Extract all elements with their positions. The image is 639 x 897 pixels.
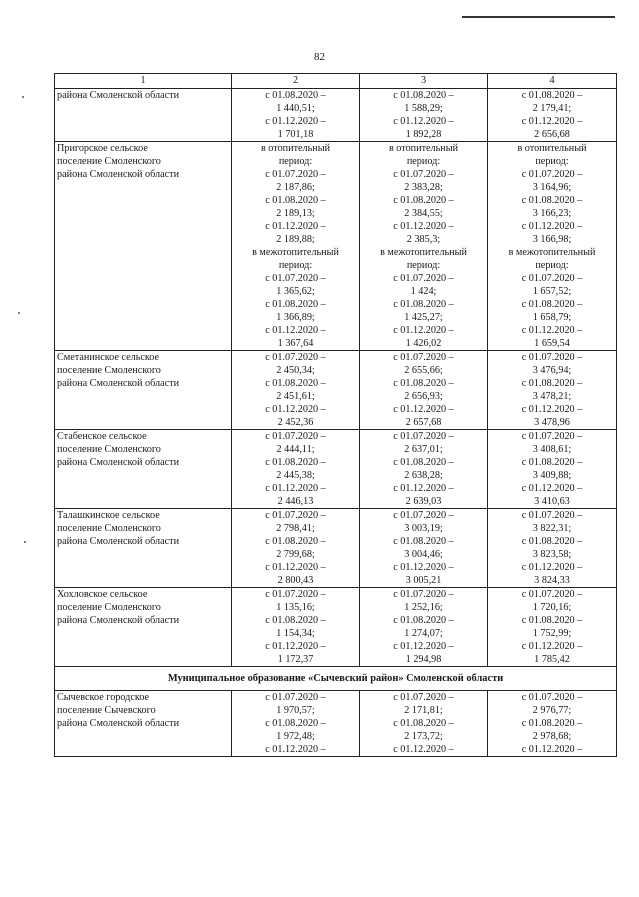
cell-line: Сметанинское сельское <box>57 352 160 363</box>
cell-line: 2 450,34; <box>276 365 315 376</box>
cell-line: с 01.12.2020 – <box>393 221 454 232</box>
cell-line: с 01.12.2020 – <box>521 562 583 573</box>
cell-line: с 01.08.2020 – <box>521 718 583 729</box>
cell-line: 1 785,42 <box>534 654 570 665</box>
cell-line: с 01.08.2020 – <box>393 536 454 547</box>
cell-line: с 01.07.2020 – <box>265 352 326 363</box>
tariff-cell-col3 <box>360 691 488 757</box>
cell-line: с 01.07.2020 – <box>521 273 583 284</box>
cell-line: Сычевское городское <box>57 692 150 703</box>
cell-line: 2 384,55; <box>404 208 443 219</box>
cell-line: 1 440,51; <box>276 103 315 114</box>
cell-line: с 01.08.2020 – <box>393 718 454 729</box>
cell-line: с 01.07.2020 – <box>393 169 454 180</box>
cell-line: с 01.12.2020 – <box>393 116 454 127</box>
cell-line: 3 409,88; <box>532 470 572 481</box>
cell-line: района Смоленской области <box>57 536 180 547</box>
cell-line: 3 478,21; <box>532 391 572 402</box>
cell-line: 2 189,13; <box>276 208 315 219</box>
cell-line: 2 173,72; <box>404 731 443 742</box>
cell-line: с 01.12.2020 – <box>265 116 326 127</box>
tariff-cell-col2 <box>232 142 360 351</box>
tariff-cell-col3 <box>360 89 488 142</box>
cell-line: 3 478,96 <box>534 417 570 428</box>
top-rule <box>462 16 615 18</box>
header-cell-1: 1 <box>55 74 232 89</box>
cell-line: период: <box>406 260 441 271</box>
cell-line: поселение Смоленского <box>57 156 161 167</box>
tariff-cell-col3 <box>360 351 488 430</box>
cell-line: с 01.08.2020 – <box>521 457 583 468</box>
cell-line: 3 410,63 <box>534 496 570 507</box>
cell-line: 3 005,21 <box>405 575 442 586</box>
municipality-name-cell <box>55 351 232 430</box>
cell-line: 2 187,86; <box>276 182 315 193</box>
cell-line: в отопительный <box>517 143 587 154</box>
cell-line: с 01.07.2020 – <box>393 273 454 284</box>
cell-line: с 01.07.2020 – <box>521 510 583 521</box>
cell-line: района Смоленской области <box>57 457 180 468</box>
cell-line: в отопительный <box>260 143 331 154</box>
cell-line: 1 424; <box>410 286 437 297</box>
cell-line: с 01.08.2020 – <box>521 90 583 101</box>
cell-line: Хохловское сельское <box>57 589 148 600</box>
tariff-cell-col3 <box>360 142 488 351</box>
tariff-cell-col3 <box>360 509 488 588</box>
cell-line: с 01.12.2020 – <box>521 404 583 415</box>
cell-line: в межотопительный <box>380 247 467 258</box>
cell-line: с 01.12.2020 – <box>393 483 454 494</box>
cell-line: Стабенское сельское <box>57 431 147 442</box>
cell-line: с 01.07.2020 – <box>521 431 583 442</box>
cell-line: с 01.07.2020 – <box>393 352 454 363</box>
tariff-cell-col4 <box>488 89 617 142</box>
cell-line: с 01.08.2020 – <box>521 378 583 389</box>
cell-line: с 01.07.2020 – <box>265 273 326 284</box>
cell-line: района Смоленской области <box>57 615 180 626</box>
cell-line: с 01.08.2020 – <box>265 536 326 547</box>
cell-line: с 01.07.2020 – <box>521 352 583 363</box>
cell-line: в отопительный <box>388 143 459 154</box>
cell-line: период: <box>278 156 313 167</box>
scan-speck <box>24 541 26 543</box>
municipality-name-cell <box>55 691 232 757</box>
tariff-cell-col4 <box>488 142 617 351</box>
cell-line: 2 800,43 <box>277 575 314 586</box>
page-number: 82 <box>314 51 325 63</box>
cell-line: с 01.07.2020 – <box>393 692 454 703</box>
cell-line: с 01.12.2020 – <box>521 641 583 652</box>
cell-line: поселение Смоленского <box>57 523 161 534</box>
cell-line: с 01.12.2020 – <box>521 221 583 232</box>
cell-line: с 01.08.2020 – <box>521 615 583 626</box>
tariff-cell-col2 <box>232 588 360 667</box>
cell-line: с 01.07.2020 – <box>265 692 326 703</box>
tariff-cell-col3 <box>360 430 488 509</box>
cell-line: с 01.07.2020 – <box>265 169 326 180</box>
cell-line: с 01.07.2020 – <box>521 589 583 600</box>
table-row <box>55 351 617 430</box>
cell-line: 1 752,99; <box>532 628 572 639</box>
cell-line: 3 824,33 <box>534 575 570 586</box>
cell-line: 2 179,41; <box>532 103 572 114</box>
cell-line: с 01.07.2020 – <box>265 510 326 521</box>
cell-line: 2 451,61; <box>276 391 315 402</box>
tariff-cell-col2 <box>232 89 360 142</box>
cell-line: 1 426,02 <box>405 338 442 349</box>
tariff-cell-col2 <box>232 691 360 757</box>
cell-line: 1 135,16; <box>276 602 315 613</box>
tariff-cell-col4 <box>488 430 617 509</box>
cell-line: с 01.12.2020 – <box>265 562 326 573</box>
cell-line: 1 154,34; <box>276 628 315 639</box>
cell-line: 1 365,62; <box>276 286 315 297</box>
table-row <box>55 588 617 667</box>
municipality-name-cell <box>55 89 232 142</box>
cell-line: 1 659,54 <box>534 338 570 349</box>
cell-line: 1 720,16; <box>532 602 572 613</box>
tariff-cell-col4 <box>488 351 617 430</box>
table-row <box>55 89 617 142</box>
cell-line: 2 383,28; <box>404 182 443 193</box>
cell-line: с 01.12.2020 – <box>521 325 583 336</box>
cell-line: поселение Сычевского <box>57 705 156 716</box>
cell-line: Талашкинское сельское <box>57 510 160 521</box>
cell-line: 2 639,03 <box>405 496 442 507</box>
tariff-cell-col2 <box>232 351 360 430</box>
table-row <box>55 509 617 588</box>
cell-line: с 01.12.2020 – <box>393 325 454 336</box>
header-cell-3: 3 <box>360 74 488 89</box>
cell-line: 2 798,41; <box>276 523 315 534</box>
tariff-cell-col4 <box>488 691 617 757</box>
cell-line: с 01.08.2020 – <box>265 615 326 626</box>
scan-speck <box>18 312 20 314</box>
cell-line: с 01.12.2020 – <box>265 483 326 494</box>
cell-line: с 01.12.2020 – <box>521 116 583 127</box>
municipality-name-cell <box>55 588 232 667</box>
cell-line: с 01.08.2020 – <box>393 615 454 626</box>
cell-line: 2 657,68 <box>405 417 442 428</box>
cell-line: с 01.08.2020 – <box>521 536 583 547</box>
tariff-cell-col2 <box>232 509 360 588</box>
scan-speck <box>22 96 24 98</box>
cell-line: с 01.12.2020 – <box>265 641 326 652</box>
cell-line: поселение Смоленского <box>57 444 161 455</box>
cell-line: 2 656,93; <box>404 391 443 402</box>
section-title: Муниципальное образование «Сычевский район» Смоленской области <box>55 667 617 691</box>
cell-line: 3 003,19; <box>404 523 443 534</box>
cell-line: 1 274,07; <box>404 628 443 639</box>
tariff-cell-col2 <box>232 430 360 509</box>
cell-line: с 01.07.2020 – <box>265 589 326 600</box>
municipality-name-cell <box>55 142 232 351</box>
cell-line: 3 166,98; <box>532 234 572 245</box>
cell-line: с 01.08.2020 – <box>393 195 454 206</box>
cell-line: с 01.12.2020 – <box>521 483 583 494</box>
cell-line: с 01.07.2020 – <box>393 431 454 442</box>
cell-line: период: <box>406 156 441 167</box>
cell-line: с 01.08.2020 – <box>393 90 454 101</box>
cell-line: с 01.07.2020 – <box>393 510 454 521</box>
tariff-cell-col4 <box>488 509 617 588</box>
cell-line: 1 972,48; <box>276 731 315 742</box>
cell-line: 1 892,28 <box>405 129 442 140</box>
cell-line: с 01.12.2020 – <box>393 562 454 573</box>
cell-line: период: <box>278 260 313 271</box>
cell-line: района Смоленской области <box>57 169 180 180</box>
cell-line: с 01.08.2020 – <box>521 299 583 310</box>
cell-line: с 01.08.2020 – <box>521 195 583 206</box>
cell-line: 3 476,94; <box>532 365 572 376</box>
cell-line: с 01.08.2020 – <box>265 90 326 101</box>
table-row <box>55 142 617 351</box>
cell-line: 2 637,01; <box>404 444 443 455</box>
cell-line: поселение Смоленского <box>57 365 161 376</box>
cell-line: 2 385,3; <box>406 234 441 245</box>
municipality-name-cell <box>55 430 232 509</box>
cell-line: 3 164,96; <box>532 182 572 193</box>
cell-line: с 01.12.2020 – <box>265 325 326 336</box>
cell-line: с 01.12.2020 – <box>265 221 326 232</box>
cell-line: 1 970,57; <box>276 705 315 716</box>
header-cell-4: 4 <box>488 74 617 89</box>
cell-line: с 01.07.2020 – <box>265 431 326 442</box>
cell-line: 3 408,61; <box>532 444 572 455</box>
header-cell-2: 2 <box>232 74 360 89</box>
cell-line: с 01.08.2020 – <box>265 457 326 468</box>
cell-line: с 01.08.2020 – <box>393 457 454 468</box>
cell-line: с 01.12.2020 – <box>521 744 583 755</box>
table-row <box>55 430 617 509</box>
cell-line: 2 976,77; <box>532 705 572 716</box>
cell-line: с 01.07.2020 – <box>521 692 583 703</box>
tariff-cell-col3 <box>360 588 488 667</box>
header-row <box>55 74 617 89</box>
municipality-name-cell <box>55 509 232 588</box>
cell-line: 1 366,89; <box>276 312 315 323</box>
cell-line: 2 189,88; <box>276 234 315 245</box>
cell-line: района Смоленской области <box>57 718 180 729</box>
cell-line: 3 004,46; <box>404 549 443 560</box>
cell-line: с 01.08.2020 – <box>393 378 454 389</box>
table-row <box>55 691 617 757</box>
cell-line: поселение Смоленского <box>57 602 161 613</box>
cell-line: 2 446,13 <box>277 496 314 507</box>
cell-line: 1 657,52; <box>532 286 572 297</box>
cell-line: период: <box>535 156 569 167</box>
cell-line: 3 822,31; <box>532 523 572 534</box>
cell-line: 2 444,11; <box>276 444 315 455</box>
cell-line: 1 588,29; <box>404 103 443 114</box>
cell-line: 3 823,58; <box>532 549 572 560</box>
cell-line: с 01.08.2020 – <box>265 378 326 389</box>
tariff-cell-col4 <box>488 588 617 667</box>
cell-line: с 01.12.2020 – <box>393 404 454 415</box>
cell-line: 2 978,68; <box>532 731 572 742</box>
cell-line: района Смоленской области <box>57 378 180 389</box>
cell-line: в межотопительный <box>508 247 596 258</box>
cell-line: с 01.07.2020 – <box>521 169 583 180</box>
cell-line: 2 638,28; <box>404 470 443 481</box>
cell-line: с 01.08.2020 – <box>265 299 326 310</box>
cell-line: с 01.12.2020 – <box>265 404 326 415</box>
cell-line: 1 658,79; <box>532 312 572 323</box>
section-row <box>55 667 617 691</box>
cell-line: 2 799,68; <box>276 549 315 560</box>
cell-line: период: <box>535 260 569 271</box>
cell-line: Пригорское сельское <box>57 143 148 154</box>
cell-line: 3 166,23; <box>532 208 572 219</box>
cell-line: с 01.12.2020 – <box>393 641 454 652</box>
cell-line: 2 452,36 <box>277 417 314 428</box>
cell-line: 2 656,68 <box>534 129 570 140</box>
cell-line: с 01.12.2020 – <box>265 744 326 755</box>
cell-line: в межотопительный <box>252 247 339 258</box>
cell-line: 1 425,27; <box>404 312 443 323</box>
cell-line: с 01.07.2020 – <box>393 589 454 600</box>
cell-line: 1 172,37 <box>277 654 314 665</box>
cell-line: района Смоленской области <box>57 90 180 101</box>
cell-line: 2 655,66; <box>404 365 443 376</box>
cell-line: 2 171,81; <box>404 705 443 716</box>
cell-line: 1 701,18 <box>277 129 314 140</box>
cell-line: 1 367,64 <box>277 338 314 349</box>
cell-line: 2 445,38; <box>276 470 315 481</box>
cell-line: с 01.08.2020 – <box>265 195 326 206</box>
tariff-table <box>54 73 617 757</box>
cell-line: 1 294,98 <box>405 654 442 665</box>
cell-line: с 01.08.2020 – <box>265 718 326 729</box>
cell-line: 1 252,16; <box>404 602 443 613</box>
cell-line: с 01.08.2020 – <box>393 299 454 310</box>
cell-line: с 01.12.2020 – <box>393 744 454 755</box>
